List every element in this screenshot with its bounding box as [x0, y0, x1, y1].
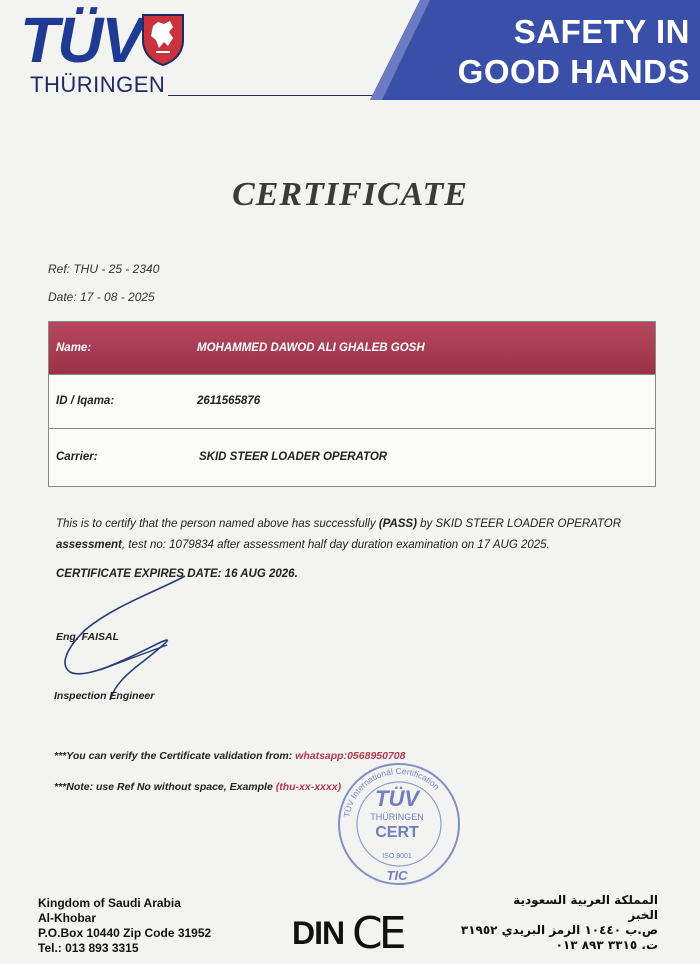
footer-line: P.O.Box 10440 Zip Code 31952 [38, 926, 212, 940]
footer-line-ar: المملكة العربية السعودية [513, 893, 658, 907]
banner-line-1: SAFETY IN [513, 13, 690, 50]
statement-pass: (PASS) [378, 518, 417, 530]
expiry-date: CERTIFICATE EXPIRES DATE: 16 AUG 2026. [56, 568, 298, 580]
carrier-value: SKID STEER LOADER OPERATOR [199, 451, 388, 463]
ref-note-text: ***Note: use Ref No without space, Example [54, 781, 276, 793]
statement-part-1: This is to certify that the person named above has successfully [56, 518, 379, 530]
issue-date: Date: 17 - 08 - 2025 [48, 290, 155, 304]
engineer-name: Eng. FAISAL [56, 631, 119, 643]
statement-assessment: assessment [56, 539, 122, 551]
table-row-id [49, 374, 655, 428]
din-logo: DIN [292, 915, 345, 951]
footer-line-ar: ص.ب ١٠٤٤٠ الرمز البريدي ٣١٩٥٢ [460, 923, 658, 937]
id-value: 2611565876 [197, 395, 261, 407]
ref-note [54, 781, 341, 793]
lion-crest-icon [140, 12, 186, 66]
stamp-tic: TIC [386, 868, 408, 883]
ce-mark: CE [352, 908, 403, 959]
carrier-label: Carrier: [56, 451, 98, 463]
certification-statement [56, 514, 656, 556]
statement-part-2: by SKID STEER LOADER OPERATOR [416, 518, 622, 530]
footer-address-en [38, 896, 211, 956]
stamp-iso: ISO 9001 [382, 853, 412, 860]
statement-part-3: , test no: 1079834 after assessment half day duration examination on 17 AUG 2025. [121, 539, 550, 551]
footer-line: Kingdom of Saudi Arabia [38, 896, 181, 910]
banner-slogan [400, 12, 690, 92]
name-label: Name: [56, 342, 92, 354]
stamp-ring-text: TÜV International Certification [341, 765, 442, 819]
footer-line: Tel.: 013 893 3315 [38, 941, 139, 955]
stamp-subtitle: THÜRINGEN [370, 812, 424, 822]
holder-details-table [48, 321, 656, 487]
reference-number: Ref: THU - 25 - 2340 [48, 262, 160, 276]
tuv-subtitle: THÜRINGEN [30, 72, 166, 97]
footer-address-ar [461, 893, 658, 953]
stamp-logo: TÜV [375, 786, 419, 811]
footer-line-ar: الخبر [628, 908, 658, 922]
tuv-logo: TÜV [20, 4, 142, 76]
signature-scribble [55, 560, 255, 730]
table-row-carrier [49, 428, 655, 486]
footer-line: Al-Khobar [38, 911, 96, 925]
engineer-title: Inspection Engineer [54, 690, 155, 702]
stamp-cert: CERT [375, 824, 419, 841]
footer-line-ar: ت. ٣٣١٥ ٨٩٣ ٠١٣ [555, 938, 658, 952]
banner-line-2: GOOD HANDS [457, 53, 690, 90]
table-row-name [49, 322, 655, 374]
certificate-title: CERTIFICATE [232, 176, 468, 213]
verify-note-text: ***You can verify the Certificate validation from: [54, 750, 296, 762]
ref-example: (thu-xx-xxxx) [275, 781, 342, 793]
id-label: ID / Iqama: [56, 395, 115, 407]
whatsapp-link[interactable]: whatsapp:0568950708 [295, 750, 406, 762]
name-value: MOHAMMED DAWOD ALI GHALEB GOSH [197, 342, 425, 354]
